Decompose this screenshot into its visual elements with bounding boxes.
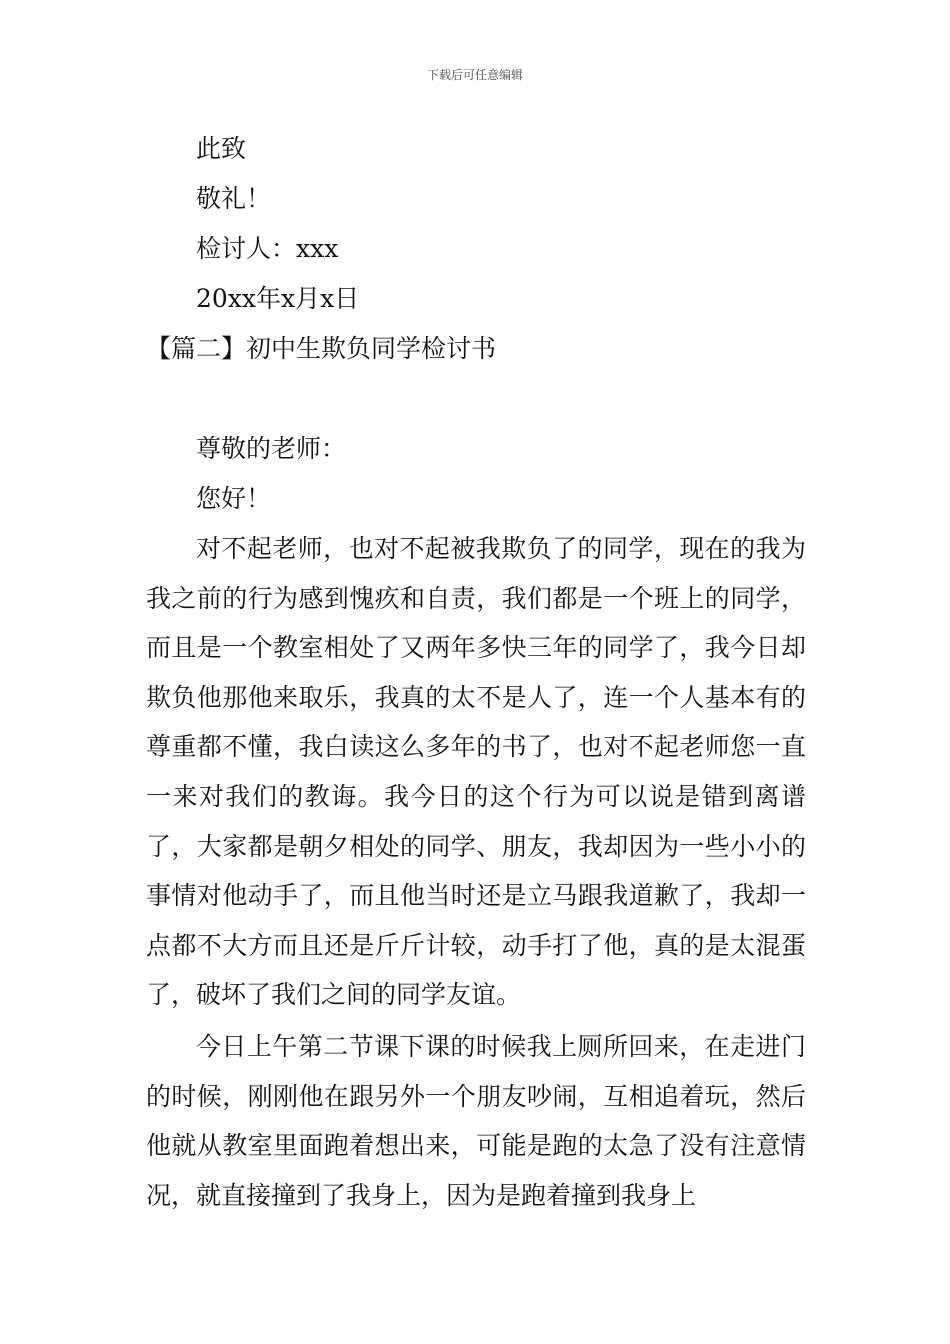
- salutation: 尊敬的老师：: [196, 434, 347, 463]
- body-paragraph-1: 对不起老师，也对不起被我欺负了的同学，现在的我为我之前的行为感到愧疚和自责，我们都是一个班上的同学，而且是一个教室相处了又两年多快三年的同学了，我今日却欺负他那他来取乐，我真的太不是人了，连一个人基本有的尊重都不懂，我白读这么多年的书了，也对不起老师您一直一来对我们的教诲。我今日的这个行为可以说是错到离谱了，大家都是朝夕相处的同学、朋友，我却因为一些小小的事情对他动手了，而且他当时还是立马跟我道歉了，我却一点都不大方而且还是斤斤计较，动手打了他，真的是太混蛋了，破坏了我们之间的同学友谊。: [146, 534, 806, 1010]
- body-paragraph-2: 今日上午第二节课下课的时候我上厕所回来，在走进门的时候，刚刚他在跟另外一个朋友吵闹，互相追着玩，然后他就从教室里面跑着想出来，可能是跑的太急了没有注意情况，就直接撞到了我身上，因为是跑着撞到我身上: [146, 1032, 806, 1210]
- signer-line: 检讨人：xxx: [196, 234, 339, 263]
- greeting: 您好！: [196, 484, 272, 513]
- section-title: 【篇二】初中生欺负同学检讨书: [146, 334, 497, 363]
- page-header-note: 下载后可任意编辑: [426, 68, 523, 82]
- date-line: 20xx年x月x日: [196, 284, 360, 313]
- closing-line-jingli: 敬礼！: [196, 184, 272, 213]
- closing-line-cizhi: 此致: [196, 134, 247, 163]
